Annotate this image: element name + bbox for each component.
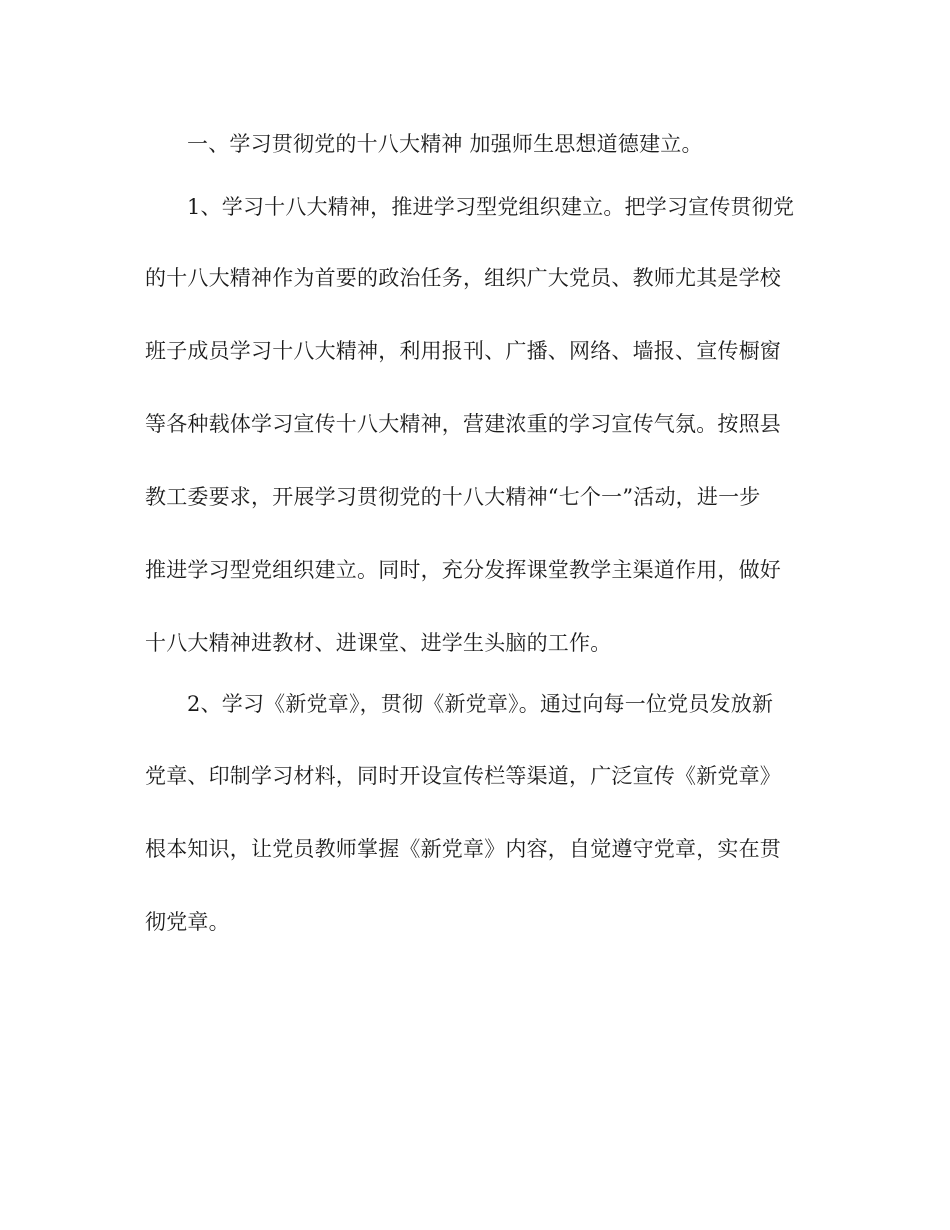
paragraph-1-line-5: 教工委要求，开展学习贯彻党的十八大精神“七个一”活动，进一步 bbox=[145, 485, 761, 509]
paragraph-1-line-6: 推进学习型党组织建立。同时，充分发挥课堂教学主渠道作用，做好 bbox=[145, 558, 781, 582]
paragraph-2-line-3: 根本知识，让党员教师掌握《新党章》内容，自觉遵守党章，实在贯 bbox=[145, 837, 781, 861]
section-heading: 一、学习贯彻党的十八大精神 加强师生思想道德建立。 bbox=[187, 132, 703, 156]
paragraph-1-line-7: 十八大精神进教材、进课堂、进学生头脑的工作。 bbox=[145, 631, 612, 655]
paragraph-2-line-2: 党章、印制学习材料，同时开设宣传栏等渠道，广泛宣传《新党章》 bbox=[145, 764, 781, 788]
paragraph-1-line-4: 等各种载体学习宣传十八大精神，营建浓重的学习宣传气氛。按照县 bbox=[145, 412, 781, 436]
paragraph-2-line-1: 2、学习《新党章》，贯彻《新党章》。通过向每一位党员发放新 bbox=[187, 692, 774, 716]
paragraph-1-line-3: 班子成员学习十八大精神，利用报刊、广播、网络、墙报、宣传橱窗 bbox=[145, 339, 781, 363]
paragraph-1-line-2: 的十八大精神作为首要的政治任务，组织广大党员、教师尤其是学校 bbox=[145, 266, 781, 290]
paragraph-1-line-1: 1、学习十八大精神，推进学习型党组织建立。把学习宣传贯彻党 bbox=[187, 195, 795, 219]
paragraph-2-line-4: 彻党章。 bbox=[145, 910, 230, 934]
